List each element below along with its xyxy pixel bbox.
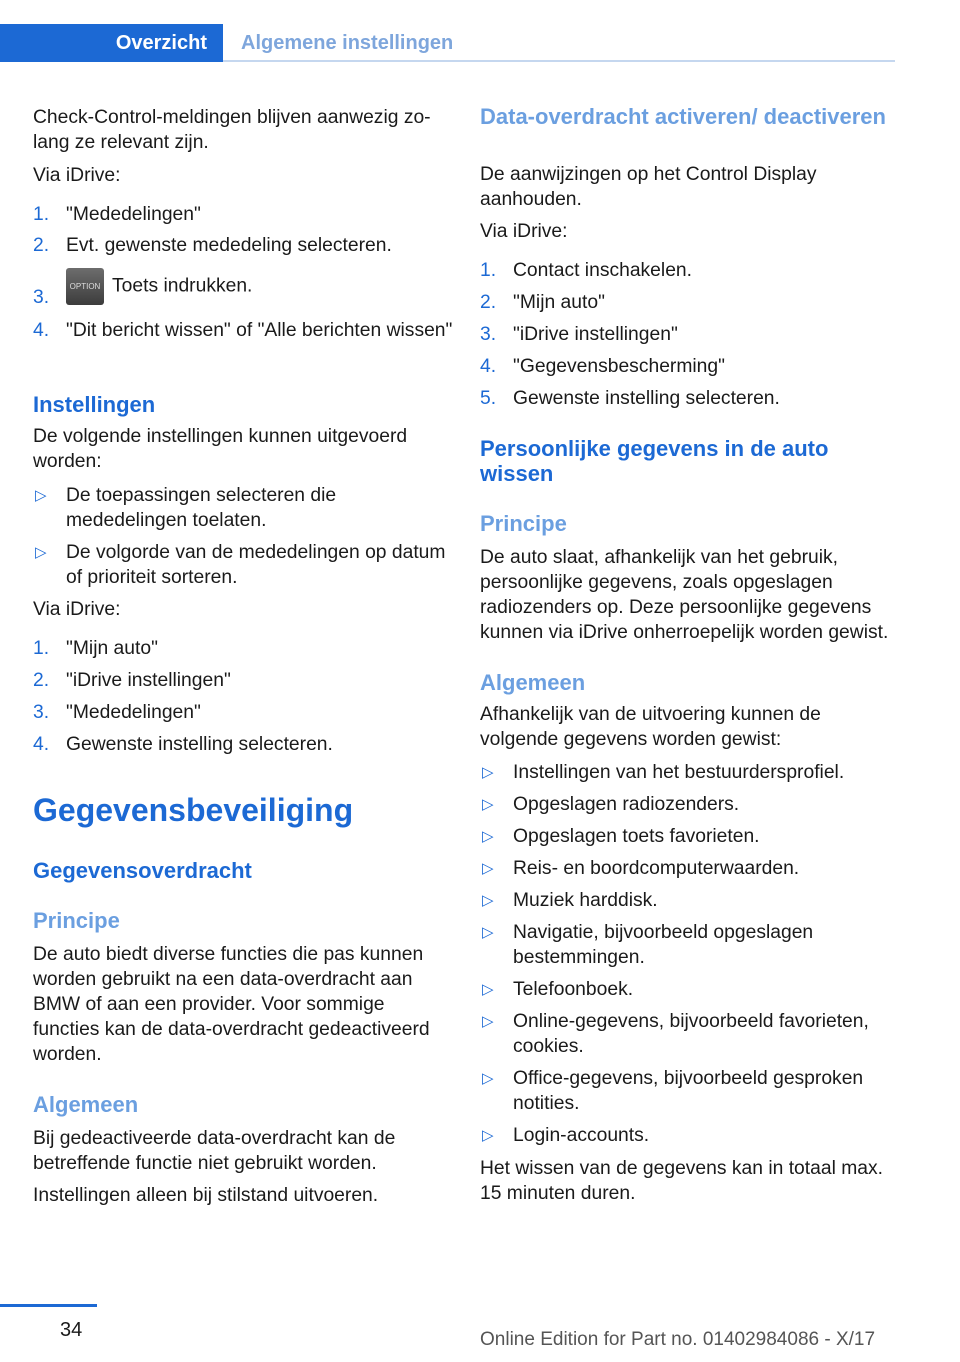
triangle-bullet-icon: ▷ bbox=[482, 860, 494, 877]
step-number: 1. bbox=[33, 204, 50, 225]
heading-principe: Principe bbox=[480, 511, 567, 536]
bullet-text: Opgeslagen toets favorieten. bbox=[513, 826, 760, 847]
heading-algemeen: Algemeen bbox=[480, 670, 586, 695]
step-number: 4. bbox=[33, 734, 50, 755]
step-text: "iDrive instellingen" bbox=[513, 324, 678, 345]
edition-text: Online Edition for Part no. 01402984086 - X/17 bbox=[480, 1329, 876, 1350]
bullet-text: Navigatie, bijvoorbeeld opgeslagen bestemmingen. bbox=[513, 922, 814, 968]
step-text: "Dit bericht wissen" of "Alle berichten wissen" bbox=[66, 320, 453, 341]
heading-algemeen: Algemeen bbox=[33, 1092, 139, 1117]
bullet-text: Instellingen van het bestuurdersprofiel. bbox=[513, 762, 845, 783]
closing-text: Het wissen van de gegevens kan in totaal max. 15 minuten duren. bbox=[480, 1158, 883, 1204]
via-idrive-label: Via iDrive: bbox=[33, 165, 121, 186]
step-number: 2. bbox=[480, 292, 497, 313]
heading-gegevensoverdracht: Gegevensoverdracht bbox=[33, 858, 252, 883]
triangle-bullet-icon: ▷ bbox=[482, 1013, 494, 1030]
triangle-bullet-icon: ▷ bbox=[482, 828, 494, 845]
step-text: Contact inschakelen. bbox=[513, 260, 692, 281]
section-title: Gegevensbeveiliging bbox=[33, 792, 354, 828]
step-number: 4. bbox=[480, 356, 497, 377]
tab-underline bbox=[223, 60, 895, 62]
step-text: Gewenste instelling selecteren. bbox=[66, 734, 333, 755]
step-text: "Mededelingen" bbox=[66, 702, 201, 723]
bullet-text: Telefoonboek. bbox=[513, 979, 634, 1000]
triangle-bullet-icon: ▷ bbox=[482, 1127, 494, 1144]
step-number: 1. bbox=[33, 638, 50, 659]
tab-overzicht[interactable]: Overzicht bbox=[0, 24, 223, 62]
principe-text: De auto slaat, afhankelijk van het gebruik, persoonlijke gegevens, zoals opgeslagen radiozenders op. Deze persoonlijke gegevens kunnen via iDrive onherroepelijk worden gewist. bbox=[480, 547, 889, 643]
step-number: 3. bbox=[480, 324, 497, 345]
tab-algemene-instellingen[interactable]: Algemene instellingen bbox=[241, 32, 454, 54]
bullet-text: Opgeslagen radiozenders. bbox=[513, 794, 740, 815]
principe-text: De auto biedt diverse functies die pas kunnen worden gebruikt na een data-overdracht aan BMW of aan een provider. Voor sommige functies kan de data-overdracht gedeactiveerd worden. bbox=[33, 944, 430, 1065]
step-number: 1. bbox=[480, 260, 497, 281]
step-text: "Mededelingen" bbox=[66, 204, 201, 225]
intro-text: Check-Control-meldingen blijven aanwezig zo-lang ze relevant zijn. bbox=[33, 107, 431, 153]
step-number: 2. bbox=[33, 670, 50, 691]
triangle-bullet-icon: ▷ bbox=[482, 796, 494, 813]
step-text: Toets indrukken. bbox=[112, 275, 253, 297]
step-number: 4. bbox=[33, 320, 50, 341]
triangle-bullet-icon: ▷ bbox=[482, 1070, 494, 1087]
triangle-bullet-icon: ▷ bbox=[482, 924, 494, 941]
triangle-bullet-icon: ▷ bbox=[482, 892, 494, 909]
heading-data-overdracht: Data-overdracht activeren/ deactiveren bbox=[480, 104, 886, 129]
step-text: Evt. gewenste mededeling selecteren. bbox=[66, 235, 392, 256]
triangle-bullet-icon: ▷ bbox=[482, 764, 494, 781]
bullet-text: De volgorde van de mededelingen op datum of prioriteit sorteren. bbox=[66, 542, 446, 588]
step-text: "Gegevensbescherming" bbox=[513, 356, 725, 377]
triangle-bullet-icon: ▷ bbox=[35, 487, 47, 504]
data-overdracht-text: De aanwijzingen op het Control Display aanhouden. bbox=[480, 164, 817, 210]
algemeen-text: Bij gedeactiveerde data-overdracht kan de betreffende functie niet gebruikt worden. bbox=[33, 1128, 396, 1174]
heading-instellingen: Instellingen bbox=[33, 392, 156, 417]
bullet-text: Muziek harddisk. bbox=[513, 890, 658, 911]
page-number: 34 bbox=[60, 1319, 83, 1341]
step-number: 3. bbox=[33, 287, 50, 308]
via-idrive-label: Via iDrive: bbox=[480, 221, 568, 242]
step-number: 5. bbox=[480, 388, 497, 409]
step-text: "Mijn auto" bbox=[66, 638, 158, 659]
header-tabs bbox=[0, 24, 895, 62]
heading-principe: Principe bbox=[33, 908, 120, 933]
option-button-icon: OPTION bbox=[66, 268, 104, 305]
step-text: Gewenste instelling selecteren. bbox=[513, 388, 780, 409]
heading-persoonlijke-gegevens: Persoonlijke gegevens in de auto wissen bbox=[480, 436, 829, 486]
bullet-text: Office-gegevens, bijvoorbeeld gesproken notities. bbox=[513, 1068, 864, 1114]
step-text: "Mijn auto" bbox=[513, 292, 605, 313]
footer-rule bbox=[0, 1304, 97, 1307]
stilstand-text: Instellingen alleen bij stilstand uitvoeren. bbox=[33, 1185, 379, 1206]
via-idrive-label: Via iDrive: bbox=[33, 599, 121, 620]
step-number: 2. bbox=[33, 235, 50, 256]
triangle-bullet-icon: ▷ bbox=[35, 544, 47, 561]
bullet-text: Login-accounts. bbox=[513, 1125, 650, 1146]
triangle-bullet-icon: ▷ bbox=[482, 981, 494, 998]
step-text: "iDrive instellingen" bbox=[66, 670, 231, 691]
algemeen-text: Afhankelijk van de uitvoering kunnen de volgende gegevens worden gewist: bbox=[480, 704, 821, 750]
bullet-text: Reis- en boordcomputerwaarden. bbox=[513, 858, 800, 879]
bullet-text: Online-gegevens, bijvoorbeeld favorieten, cookies. bbox=[513, 1011, 869, 1057]
bullet-text: De toepassingen selecteren die mededelingen toelaten. bbox=[66, 485, 337, 531]
step-number: 3. bbox=[33, 702, 50, 723]
instellingen-text: De volgende instellingen kunnen uitgevoerd worden: bbox=[33, 426, 408, 472]
step-text-with-icon bbox=[66, 268, 456, 305]
